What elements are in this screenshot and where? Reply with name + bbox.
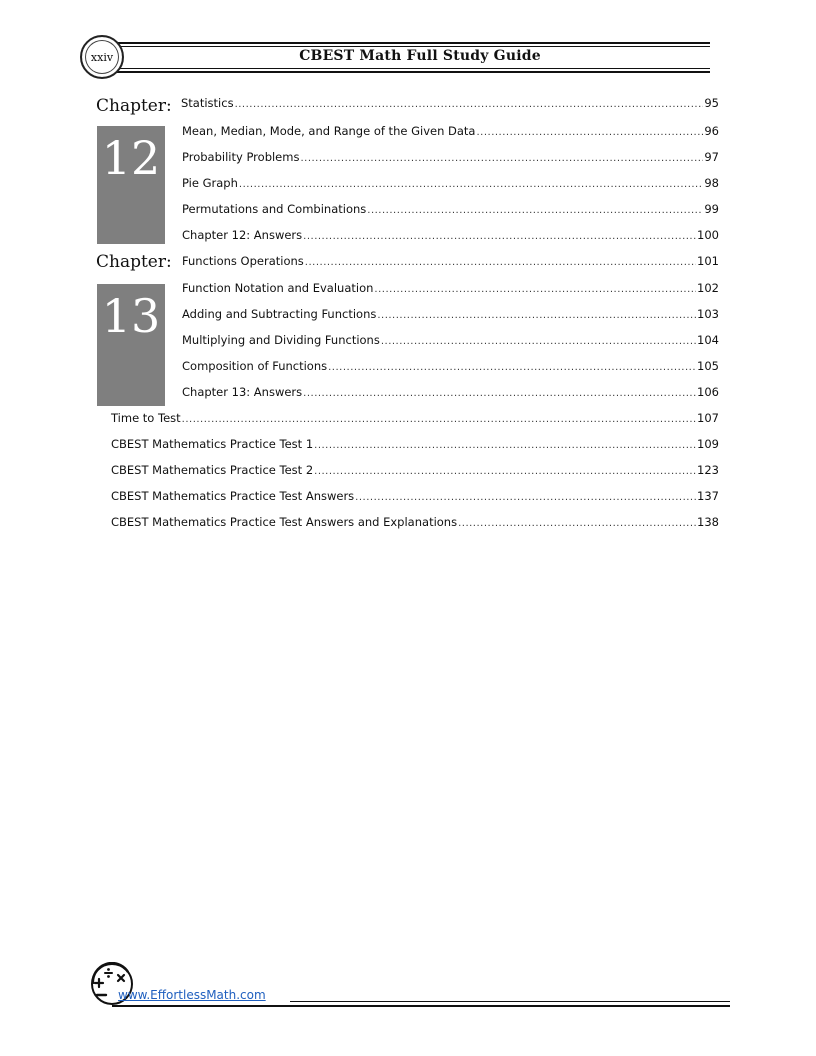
toc-entry-title: Composition of Functions — [182, 359, 328, 373]
toc-leader-dots — [374, 284, 696, 295]
toc-entry-title: CBEST Mathematics Practice Test 2 — [111, 463, 314, 477]
chapter-12-label: Chapter: — [96, 96, 172, 116]
toc-entry-page: 105 — [697, 359, 719, 373]
toc-entry-title: Probability Problems — [182, 150, 300, 164]
toc-entry-title: Adding and Subtracting Functions — [182, 307, 377, 321]
toc-entry[interactable] — [182, 281, 719, 299]
toc-entry-page: 101 — [697, 254, 719, 268]
toc-entry-page: 102 — [697, 281, 719, 295]
toc-leader-dots — [328, 362, 696, 373]
toc-entry[interactable] — [111, 411, 719, 429]
toc-entry-page: 96 — [704, 124, 719, 138]
toc-entry-title: Chapter 13: Answers — [182, 385, 303, 399]
header-title: CBEST Math Full Study Guide — [299, 48, 541, 64]
toc-entry-title: Time to Test — [111, 411, 181, 425]
toc-entry-page: 107 — [697, 411, 719, 425]
chapter-13-label: Chapter: — [96, 252, 172, 272]
toc-entry[interactable] — [182, 359, 719, 377]
page-number-badge — [80, 35, 124, 79]
toc-leader-dots — [300, 153, 703, 164]
toc-leader-dots — [182, 414, 696, 425]
toc-entry-page: 109 — [697, 437, 719, 451]
toc-entry-page: 98 — [704, 176, 719, 190]
toc-entry[interactable] — [182, 176, 719, 194]
toc-entry[interactable] — [182, 202, 719, 220]
toc-leader-dots — [303, 388, 696, 399]
toc-entry-page: 106 — [697, 385, 719, 399]
toc-entry-title: CBEST Mathematics Practice Test 1 — [111, 437, 314, 451]
toc-entry-page: 97 — [704, 150, 719, 164]
toc-entry[interactable] — [182, 254, 719, 272]
toc-entry-title: CBEST Mathematics Practice Test Answers and Explanations — [111, 515, 458, 529]
toc-leader-dots — [355, 492, 696, 503]
toc-entry-page: 123 — [697, 463, 719, 477]
toc-leader-dots — [239, 179, 703, 190]
toc-entry-title: Functions Operations — [182, 254, 304, 268]
toc-leader-dots — [381, 336, 696, 347]
toc-leader-dots — [314, 440, 696, 451]
toc-entry[interactable] — [182, 124, 719, 142]
toc-entry-title: Chapter 12: Answers — [182, 228, 303, 242]
toc-entry-page: 137 — [697, 489, 719, 503]
toc-entry-title: Function Notation and Evaluation — [182, 281, 374, 295]
toc-leader-dots — [476, 127, 703, 138]
toc-entry[interactable] — [111, 489, 719, 507]
toc-entry-page: 104 — [697, 333, 719, 347]
toc-entry[interactable] — [111, 515, 719, 533]
toc-leader-dots — [235, 99, 704, 110]
chapter-13-box — [97, 284, 165, 406]
toc-entry[interactable] — [181, 96, 719, 114]
website-link[interactable]: www.EffortlessMath.com — [118, 988, 266, 1002]
header-rule-top-thin — [112, 46, 710, 47]
toc-entry[interactable] — [182, 307, 719, 325]
page-number: xxiv — [90, 51, 114, 64]
toc-leader-dots — [458, 518, 696, 529]
footer-rule-thick — [112, 1005, 730, 1007]
toc-entry[interactable] — [182, 150, 719, 168]
toc-entry[interactable] — [111, 463, 719, 481]
header-rule-bottom-thin — [112, 68, 710, 69]
chapter-12-box — [97, 126, 165, 244]
toc-entry-page: 95 — [704, 96, 719, 110]
toc-entry-title: CBEST Mathematics Practice Test Answers — [111, 489, 355, 503]
toc-leader-dots — [377, 310, 696, 321]
toc-entry-page: 100 — [697, 228, 719, 242]
toc-leader-dots — [305, 257, 696, 268]
toc-entry[interactable] — [182, 228, 719, 246]
toc-entry[interactable] — [182, 333, 719, 351]
toc-entry-title: Mean, Median, Mode, and Range of the Given Data — [182, 124, 476, 138]
chapter-12-number: 12 — [101, 131, 161, 185]
toc-entry-title: Permutations and Combinations — [182, 202, 367, 216]
toc-leader-dots — [303, 231, 696, 242]
toc-entry-page: 138 — [697, 515, 719, 529]
footer-rule-thin — [290, 1001, 730, 1002]
toc-entry[interactable] — [182, 385, 719, 403]
toc-entry-page: 103 — [697, 307, 719, 321]
chapter-13-number: 13 — [101, 289, 161, 343]
toc-entry-title: Statistics — [181, 96, 234, 110]
toc-entry-title: Pie Graph — [182, 176, 238, 190]
toc-entry[interactable] — [111, 437, 719, 455]
toc-entry-page: 99 — [704, 202, 719, 216]
header-rule-top-thick — [112, 42, 710, 44]
toc-leader-dots — [367, 205, 703, 216]
header-rule-bottom-thick — [112, 71, 710, 73]
toc-entry-title: Multiplying and Dividing Functions — [182, 333, 380, 347]
toc-leader-dots — [314, 466, 696, 477]
